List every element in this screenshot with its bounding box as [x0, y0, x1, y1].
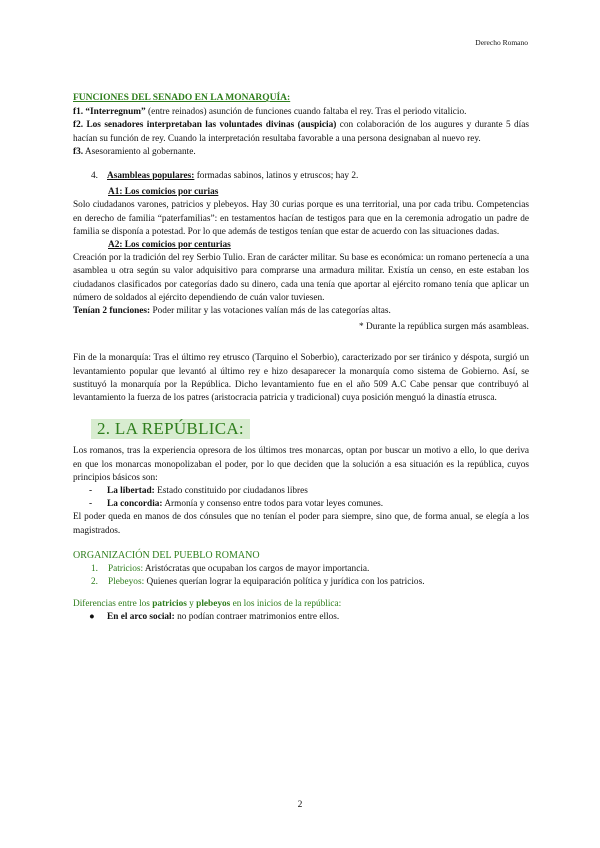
a2-funciones: [73, 305, 529, 318]
f2-text: con colaboración de los augures y durante 5 días hacían su función de rey. Cuando la interpretación resultaba favorable a una persona designaban al nuevo rey.: [73, 120, 530, 144]
principle-libertad: [89, 485, 529, 498]
running-header: Derecho Romano: [475, 38, 528, 47]
org-item-plebeyos: [91, 576, 529, 589]
bullet-label: En el arco social:: [107, 611, 175, 622]
list-number: 2.: [91, 577, 98, 588]
republica-power: El poder queda en manos de dos cónsules que no tenían el poder para siempre, sino que, de forma anual, se elegía a los magistrados.: [73, 512, 529, 536]
a2-title: A2: Los comicios por centurias: [108, 240, 231, 251]
document-body: [73, 92, 529, 624]
senado-f1: [73, 106, 529, 119]
funciones-text: Poder militar y las votaciones valían más de las categorías altas.: [150, 306, 391, 317]
list-number: 1.: [91, 564, 98, 575]
page-number: 2: [297, 800, 303, 810]
a2-text: Creación por la tradición del rey Serbio Tulio. Eran de carácter militar. Su base es económica: un romano pertenecía a una asamblea u otra según su valor adquisitivo para comprarse una armadura militar. Existía un censo, en este estaban los ciudadanos clasificados por categorías dado su dinero, cada una tenía que aportar al ejército romano tenía que aplicar un número de soldados al ejército dependiendo de cuán valor tuviesen.: [73, 253, 529, 303]
republica-heading-wrap: [91, 419, 529, 439]
org-item-label: Patricios:: [108, 564, 144, 575]
principle-text: Armonía y consenso entre todos para votar leyes comunes.: [162, 499, 384, 510]
dif-post: en los inicios de la república:: [230, 598, 342, 609]
dif-plebeyos: plebeyos: [196, 598, 231, 609]
f3-text: Asesoramiento al gobernante.: [83, 146, 196, 157]
a1-title: A1: Los comicios por curias: [108, 187, 219, 198]
dif-patricios: patricios: [152, 598, 187, 609]
republica-note: * Durante la república surgen más asambleas.: [359, 322, 529, 333]
dif-pre: Diferencias entre los: [73, 598, 153, 609]
dash-marker: -: [89, 499, 93, 510]
fin-monarquia-paragraph: Fin de la monarquía: Tras el último rey etrusco (Tarquino el Soberbio), caracterizado por ser tiránico y déspota, surgió un levantamiento popular que levantó al último rey e hizo desaparecer la monarquía como sistema de Gobierno. Así, se sustituyó la monarquía por la República. Dicho levantamiento fue en el año 509 A.C Cabe pensar que contribuyó al levantamiento la fuerza de los patres (aristocracia patricia y tradicional) cuya posición menguó la dinastía etrusca.: [73, 353, 529, 404]
senado-f2: [73, 119, 529, 145]
principle-label: La concordia:: [107, 499, 163, 510]
asambleas-label: Asambleas populares:: [107, 171, 195, 182]
organizacion-title: ORGANIZACIÓN DEL PUEBLO ROMANO: [73, 549, 260, 561]
bullet-arco-social: [89, 611, 529, 624]
funciones-label: Tenían 2 funciones:: [73, 306, 151, 317]
republica-intro: Los romanos, tras la experiencia opresora de los últimos tres monarcas, optan por buscar un motivo a ello, lo que deriva en que los monarcas monopolizaban el poder, por lo que deciden que la solución a esa situación es la república, cuyos principios básicos son:: [73, 446, 529, 483]
asambleas-text: formadas sabinos, latinos y etruscos; hay 2.: [194, 171, 359, 182]
org-item-text: Quienes querían lograr la equiparación política y jurídica con los patricios.: [144, 577, 425, 588]
org-item-patricios: [91, 563, 529, 576]
republica-heading: 2. LA REPÚBLICA:: [91, 419, 250, 439]
f1-label: f1. “Interregnum”: [73, 107, 146, 118]
org-item-label: Plebeyos:: [108, 577, 145, 588]
asambleas-item: [91, 170, 529, 183]
principle-text: Estado constituido por ciudadanos libres: [154, 486, 308, 497]
f2-label: f2. Los senadores interpretaban las voluntades divinas (auspicia): [73, 120, 337, 131]
diferencias-title: [73, 598, 529, 611]
asambleas-number: 4.: [91, 171, 98, 182]
bullet-text: no podían contraer matrimonios entre ellos.: [174, 611, 340, 622]
org-item-text: Aristócratas que ocupaban los cargos de mayor importancia.: [143, 564, 370, 575]
dash-marker: -: [89, 486, 93, 497]
senado-section-title: FUNCIONES DEL SENADO EN LA MONARQUÍA:: [73, 93, 291, 103]
bullet-icon: ●: [89, 611, 95, 622]
senado-f3: [73, 146, 529, 159]
spacer: [73, 334, 529, 352]
principle-label: La libertad:: [107, 486, 155, 497]
dif-y: y: [186, 598, 197, 609]
f3-label: f3.: [73, 146, 84, 157]
a1-text: Solo ciudadanos varones, patricios y plebeyos. Hay 30 curias porque es una territorial, una por cada tribu. Competencias en derecho de familia “paterfamilias”: en testamentos hacían de testigos para que en la ceremonia adrogatio un padre de familia se disponía a potestad. Por lo que además de testigos tenían que estar de acuerdo con las situaciones dadas.: [73, 200, 529, 237]
principle-concordia: [89, 498, 529, 511]
f1-text: (entre reinados) asunción de funciones cuando faltaba el rey. Tras el periodo vitalicio.: [145, 107, 467, 118]
